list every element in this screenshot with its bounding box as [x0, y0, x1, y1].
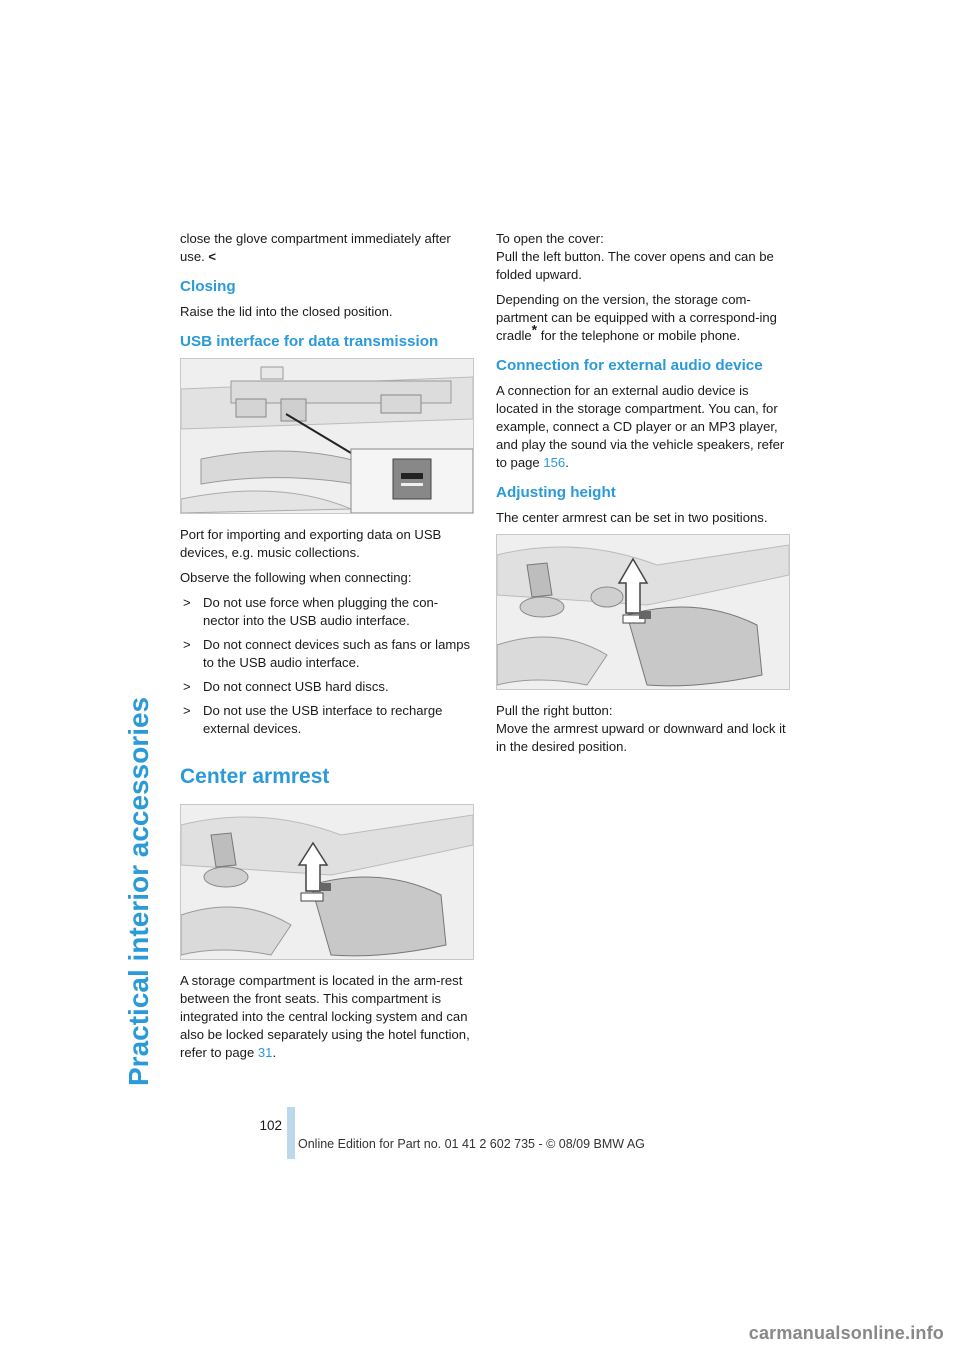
page-link-156[interactable]: 156 [543, 455, 566, 470]
open-cover-text: To open the cover: Pull the left button. The cover opens and can be folded upward. [496, 231, 774, 282]
armrest-height-figure [496, 534, 790, 690]
list-item: > Do not use force when plugging the con-nector into the USB audio interface. [183, 595, 439, 628]
list-item: > Do not connect USB hard discs. [183, 679, 389, 694]
optional-star: * [531, 321, 538, 338]
storage-text: Depending on the version, the storage com-partment can be equipped with a correspond-ing cradle* for the telephone or mobile phone. [496, 292, 777, 343]
section-side-title [117, 226, 157, 1086]
watermark: carmanualsonline.info [748, 1323, 944, 1343]
center-armrest-heading: Center armrest [180, 765, 330, 788]
pull-text: Pull the right button: Move the armrest upward or downward and lock it in the desired position. [496, 703, 786, 754]
usb-interface-figure [180, 358, 474, 514]
usb-heading: USB interface for data transmission [180, 333, 439, 350]
height-text: The center armrest can be set in two positions. [496, 510, 768, 525]
page-link-31[interactable]: 31 [257, 1045, 273, 1060]
intro-text: close the glove compartment immediately after use. < [180, 231, 451, 264]
left-column [180, 230, 474, 1069]
center-armrest-figure [180, 804, 474, 960]
edition-text: Online Edition for Part no. 01 41 2 602 735 - © 08/09 BMW AG [298, 1137, 645, 1151]
observe-text: Observe the following when connecting: [180, 570, 412, 585]
footer-bar [287, 1107, 295, 1159]
list-item: > Do not connect devices such as fans or lamps to the USB audio interface. [183, 637, 471, 670]
end-mark: < [208, 249, 217, 264]
height-heading: Adjusting height [496, 484, 616, 501]
armrest-text: A storage compartment is located in the arm-rest between the front seats. This compartment is integrated into the central locking system and can also be locked separately using the hotel function, refer to page 31. [180, 973, 470, 1060]
connection-notes-list [180, 594, 474, 738]
closing-text: Raise the lid into the closed position. [180, 304, 393, 319]
section-side-title-text: Practical interior accessories [123, 696, 154, 1086]
audio-heading: Connection for external audio device [496, 357, 763, 374]
right-column [496, 230, 792, 763]
page-number: 102 [259, 1118, 282, 1133]
closing-heading: Closing [180, 278, 236, 295]
audio-text: A connection for an external audio device is located in the storage compartment. You can, for example, connect a CD player or an MP3 player, and play the sound via the vehicle speakers, refer to page 156. [496, 383, 785, 470]
list-item: > Do not use the USB interface to recharge external devices. [183, 703, 443, 736]
usb-text: Port for importing and exporting data on USB devices, e.g. music collections. [180, 527, 442, 560]
